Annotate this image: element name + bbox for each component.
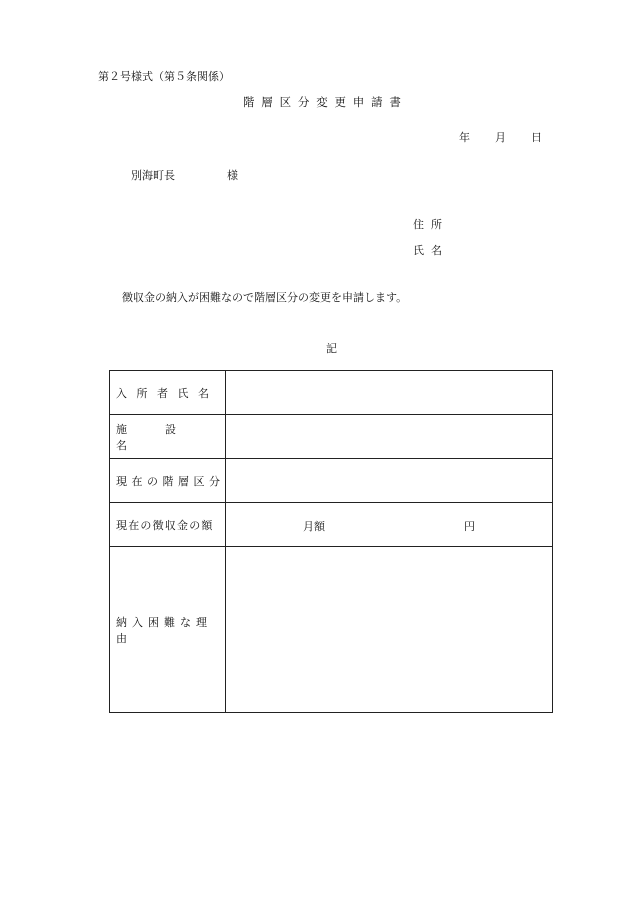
date-line (459, 129, 542, 145)
current-fee-field[interactable] (226, 503, 553, 547)
document-title: 階層区分変更申請書 (243, 95, 408, 109)
resident-name-field[interactable] (226, 371, 553, 415)
payment-difficulty-reason-field[interactable] (226, 547, 553, 713)
current-fee-label: 現在の徴収金の額 (110, 503, 226, 547)
application-statement: 徴収金の納入が困難なので階層区分の変更を申請します。 (122, 291, 408, 304)
table-row (110, 459, 553, 503)
applicant-name-label: 氏名 (413, 244, 449, 257)
facility-name-label: 施設名 (110, 415, 226, 459)
yen-label: 円 (464, 520, 475, 533)
payment-difficulty-reason-label: 納入困難な理由 (110, 547, 226, 713)
form-number: 第２号様式（第５条関係） (98, 70, 230, 83)
table-row (110, 547, 553, 713)
addressee-honorific: 様 (227, 169, 238, 182)
facility-name-field[interactable] (226, 415, 553, 459)
date-year-label: 年 (459, 131, 470, 144)
addressee-name: 別海町長 (131, 169, 175, 182)
table-row (110, 371, 553, 415)
application-table (109, 370, 553, 713)
date-day-label: 日 (531, 131, 542, 144)
current-tier-label: 現在の階層区分 (110, 459, 226, 503)
current-tier-field[interactable] (226, 459, 553, 503)
resident-name-label: 入所者氏名 (110, 371, 226, 415)
table-row (110, 415, 553, 459)
monthly-amount-label: 月額 (303, 520, 325, 533)
date-month-label: 月 (495, 131, 506, 144)
applicant-address-label: 住所 (413, 218, 449, 231)
table-row (110, 503, 553, 547)
addressee (131, 167, 238, 183)
ki-heading: 記 (326, 342, 337, 355)
